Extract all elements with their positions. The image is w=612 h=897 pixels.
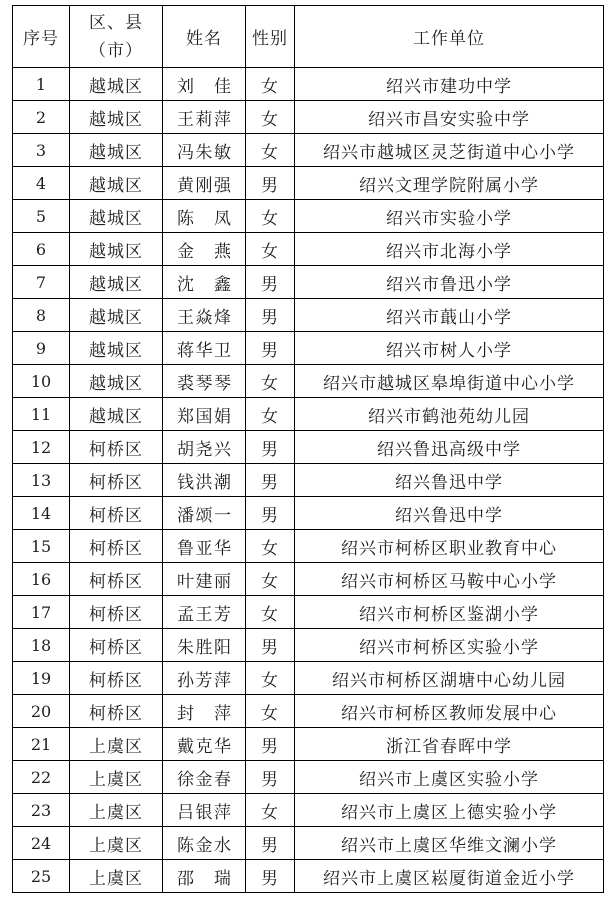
cell-gender: 女 xyxy=(246,365,295,398)
cell-district: 柯桥区 xyxy=(70,629,163,662)
cell-district: 越城区 xyxy=(70,200,163,233)
table-row xyxy=(13,662,604,695)
cell-gender: 男 xyxy=(246,629,295,662)
cell-workplace: 绍兴市北海小学 xyxy=(295,233,604,266)
cell-name xyxy=(163,827,246,860)
cell-district: 柯桥区 xyxy=(70,563,163,596)
cell-no: 2 xyxy=(13,101,70,134)
name-text: 邵 瑞 xyxy=(177,868,231,889)
cell-gender: 女 xyxy=(246,398,295,431)
cell-no: 17 xyxy=(13,596,70,629)
cell-district: 上虞区 xyxy=(70,761,163,794)
cell-no: 8 xyxy=(13,299,70,332)
cell-name xyxy=(163,431,246,464)
name-text: 胡尧兴 xyxy=(177,439,231,460)
cell-no: 20 xyxy=(13,695,70,728)
cell-no: 25 xyxy=(13,860,70,893)
cell-name xyxy=(163,761,246,794)
cell-district: 越城区 xyxy=(70,134,163,167)
header-district-line1: 区、县 xyxy=(89,12,143,33)
cell-no: 22 xyxy=(13,761,70,794)
cell-no: 15 xyxy=(13,530,70,563)
cell-gender: 男 xyxy=(246,860,295,893)
cell-district: 越城区 xyxy=(70,365,163,398)
cell-gender: 女 xyxy=(246,200,295,233)
name-text: 蒋华卫 xyxy=(177,340,231,361)
cell-gender: 女 xyxy=(246,68,295,101)
cell-gender: 女 xyxy=(246,596,295,629)
cell-workplace: 绍兴市越城区皋埠街道中心小学 xyxy=(295,365,604,398)
cell-no: 23 xyxy=(13,794,70,827)
cell-workplace: 绍兴市上虞区上德实验小学 xyxy=(295,794,604,827)
cell-workplace: 绍兴市建功中学 xyxy=(295,68,604,101)
table-row xyxy=(13,596,604,629)
cell-workplace: 绍兴鲁迅高级中学 xyxy=(295,431,604,464)
header-gender: 性别 xyxy=(246,6,295,68)
cell-no: 9 xyxy=(13,332,70,365)
cell-gender: 男 xyxy=(246,332,295,365)
cell-workplace: 绍兴市实验小学 xyxy=(295,200,604,233)
cell-district: 越城区 xyxy=(70,266,163,299)
table-row xyxy=(13,728,604,761)
table-row xyxy=(13,431,604,464)
cell-name xyxy=(163,464,246,497)
table-row xyxy=(13,233,604,266)
cell-gender: 女 xyxy=(246,695,295,728)
cell-district: 柯桥区 xyxy=(70,695,163,728)
name-text: 陈金水 xyxy=(177,835,231,856)
name-text: 潘颂一 xyxy=(177,505,231,526)
table-row xyxy=(13,68,604,101)
name-text: 吕银萍 xyxy=(177,802,231,823)
cell-name xyxy=(163,794,246,827)
name-text: 鲁亚华 xyxy=(177,538,231,559)
cell-workplace: 绍兴市柯桥区鉴湖小学 xyxy=(295,596,604,629)
name-text: 钱洪潮 xyxy=(177,472,231,493)
cell-district: 上虞区 xyxy=(70,827,163,860)
cell-workplace: 绍兴市上虞区崧厦街道金近小学 xyxy=(295,860,604,893)
cell-district: 柯桥区 xyxy=(70,596,163,629)
cell-gender: 男 xyxy=(246,497,295,530)
cell-name xyxy=(163,728,246,761)
name-text: 冯朱敏 xyxy=(177,142,231,163)
cell-district: 越城区 xyxy=(70,398,163,431)
cell-workplace: 绍兴市树人小学 xyxy=(295,332,604,365)
header-no: 序号 xyxy=(13,6,70,68)
name-text: 王莉萍 xyxy=(177,109,231,130)
header-district xyxy=(70,6,163,68)
cell-district: 柯桥区 xyxy=(70,530,163,563)
cell-name xyxy=(163,299,246,332)
cell-gender: 女 xyxy=(246,134,295,167)
header-district-line2: （市） xyxy=(89,40,143,61)
header-name: 姓名 xyxy=(163,6,246,68)
cell-district: 上虞区 xyxy=(70,728,163,761)
name-text: 王焱烽 xyxy=(177,307,231,328)
cell-workplace: 绍兴市鹤池苑幼儿园 xyxy=(295,398,604,431)
table-row xyxy=(13,464,604,497)
header-workplace: 工作单位 xyxy=(295,6,604,68)
header-row xyxy=(13,6,604,68)
cell-name xyxy=(163,266,246,299)
table-row xyxy=(13,761,604,794)
cell-district: 越城区 xyxy=(70,332,163,365)
cell-gender: 男 xyxy=(246,167,295,200)
name-text: 徐金春 xyxy=(177,769,231,790)
cell-no: 5 xyxy=(13,200,70,233)
name-text: 陈 凤 xyxy=(177,208,231,229)
cell-workplace: 绍兴市鲁迅小学 xyxy=(295,266,604,299)
cell-no: 19 xyxy=(13,662,70,695)
cell-workplace: 绍兴市柯桥区马鞍中心小学 xyxy=(295,563,604,596)
cell-district: 柯桥区 xyxy=(70,464,163,497)
cell-gender: 男 xyxy=(246,761,295,794)
cell-name xyxy=(163,200,246,233)
cell-workplace: 浙江省春晖中学 xyxy=(295,728,604,761)
table-row xyxy=(13,794,604,827)
cell-gender: 女 xyxy=(246,530,295,563)
name-text: 孟王芳 xyxy=(177,604,231,625)
name-text: 郑国娟 xyxy=(177,406,231,427)
cell-gender: 女 xyxy=(246,794,295,827)
cell-district: 越城区 xyxy=(70,101,163,134)
table-row xyxy=(13,860,604,893)
cell-gender: 男 xyxy=(246,827,295,860)
cell-workplace: 绍兴市蕺山小学 xyxy=(295,299,604,332)
name-text: 封 萍 xyxy=(177,703,231,724)
cell-name xyxy=(163,167,246,200)
cell-gender: 女 xyxy=(246,662,295,695)
name-text: 刘 佳 xyxy=(177,76,231,97)
name-text: 朱胜阳 xyxy=(177,637,231,658)
cell-name xyxy=(163,332,246,365)
cell-workplace: 绍兴市昌安实验中学 xyxy=(295,101,604,134)
cell-no: 14 xyxy=(13,497,70,530)
cell-name xyxy=(163,233,246,266)
table-body xyxy=(13,68,604,893)
cell-no: 10 xyxy=(13,365,70,398)
table-row xyxy=(13,497,604,530)
cell-name xyxy=(163,497,246,530)
name-text: 裘琴琴 xyxy=(177,373,231,394)
table-row xyxy=(13,266,604,299)
cell-district: 柯桥区 xyxy=(70,497,163,530)
cell-no: 6 xyxy=(13,233,70,266)
cell-no: 3 xyxy=(13,134,70,167)
cell-workplace: 绍兴文理学院附属小学 xyxy=(295,167,604,200)
cell-district: 柯桥区 xyxy=(70,662,163,695)
cell-gender: 男 xyxy=(246,299,295,332)
cell-name xyxy=(163,134,246,167)
cell-gender: 男 xyxy=(246,266,295,299)
cell-no: 16 xyxy=(13,563,70,596)
cell-no: 4 xyxy=(13,167,70,200)
table-row xyxy=(13,398,604,431)
cell-gender: 男 xyxy=(246,728,295,761)
cell-no: 7 xyxy=(13,266,70,299)
cell-workplace: 绍兴鲁迅中学 xyxy=(295,464,604,497)
table-row xyxy=(13,332,604,365)
cell-workplace: 绍兴市越城区灵芝街道中心小学 xyxy=(295,134,604,167)
name-text: 戴克华 xyxy=(177,736,231,757)
cell-gender: 女 xyxy=(246,563,295,596)
name-text: 叶建丽 xyxy=(177,571,231,592)
cell-name xyxy=(163,398,246,431)
table-row xyxy=(13,629,604,662)
cell-district: 柯桥区 xyxy=(70,431,163,464)
cell-district: 上虞区 xyxy=(70,794,163,827)
cell-workplace: 绍兴市柯桥区教师发展中心 xyxy=(295,695,604,728)
cell-district: 越城区 xyxy=(70,299,163,332)
cell-name xyxy=(163,68,246,101)
table-row xyxy=(13,563,604,596)
staff-table xyxy=(12,5,604,893)
cell-name xyxy=(163,365,246,398)
cell-name xyxy=(163,695,246,728)
name-text: 黄刚强 xyxy=(177,175,231,196)
cell-district: 越城区 xyxy=(70,167,163,200)
cell-workplace: 绍兴市柯桥区职业教育中心 xyxy=(295,530,604,563)
cell-workplace: 绍兴市上虞区实验小学 xyxy=(295,761,604,794)
table-row xyxy=(13,134,604,167)
table-row xyxy=(13,167,604,200)
table-row xyxy=(13,365,604,398)
cell-no: 12 xyxy=(13,431,70,464)
table-row xyxy=(13,695,604,728)
cell-no: 18 xyxy=(13,629,70,662)
cell-name xyxy=(163,101,246,134)
cell-no: 24 xyxy=(13,827,70,860)
cell-district: 越城区 xyxy=(70,68,163,101)
cell-workplace: 绍兴市上虞区华维文澜小学 xyxy=(295,827,604,860)
cell-workplace: 绍兴鲁迅中学 xyxy=(295,497,604,530)
cell-name xyxy=(163,530,246,563)
table-row xyxy=(13,827,604,860)
cell-no: 1 xyxy=(13,68,70,101)
name-text: 沈 鑫 xyxy=(177,274,231,295)
cell-gender: 女 xyxy=(246,101,295,134)
table-row xyxy=(13,299,604,332)
name-text: 金 燕 xyxy=(177,241,231,262)
cell-name xyxy=(163,629,246,662)
cell-district: 越城区 xyxy=(70,233,163,266)
table-header xyxy=(13,6,604,68)
cell-gender: 男 xyxy=(246,464,295,497)
cell-gender: 男 xyxy=(246,431,295,464)
cell-gender: 女 xyxy=(246,233,295,266)
table-row xyxy=(13,101,604,134)
table-row xyxy=(13,200,604,233)
cell-name xyxy=(163,860,246,893)
cell-no: 21 xyxy=(13,728,70,761)
cell-workplace: 绍兴市柯桥区湖塘中心幼儿园 xyxy=(295,662,604,695)
cell-workplace: 绍兴市柯桥区实验小学 xyxy=(295,629,604,662)
name-text: 孙芳萍 xyxy=(177,670,231,691)
cell-district: 上虞区 xyxy=(70,860,163,893)
cell-name xyxy=(163,596,246,629)
cell-name xyxy=(163,563,246,596)
cell-no: 11 xyxy=(13,398,70,431)
cell-no: 13 xyxy=(13,464,70,497)
table-row xyxy=(13,530,604,563)
cell-name xyxy=(163,662,246,695)
